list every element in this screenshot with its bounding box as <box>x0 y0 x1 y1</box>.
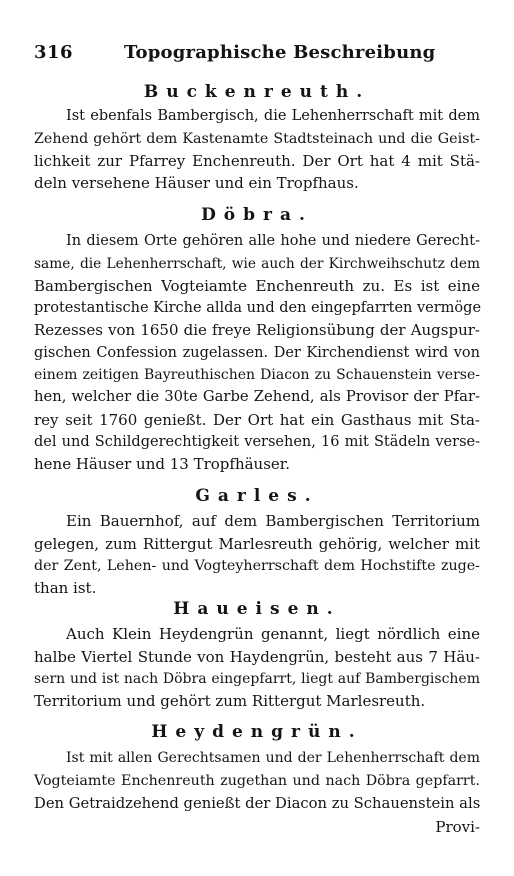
text-line: Bambergischen Vogteiamte Enchenreuth zu. Es ist eine <box>34 277 480 295</box>
text-line: same, die Lehenherrschaft, wie auch der Kirchweihschutz dem <box>34 256 480 272</box>
text-line: than ist. <box>34 579 97 597</box>
text-line: hene Häuser und 13 Tropfhäuser. <box>34 455 291 473</box>
text-line: Ist ebenfals Bambergisch, die Lehenherrschaft mit dem <box>66 108 480 124</box>
text-line: Zehend gehört dem Kastenamte Stadtsteinach und die Geist- <box>34 131 480 147</box>
text-line: del und Schildgerechtigkeit versehen, 16 mit Städeln verse- <box>34 434 480 450</box>
text-line: Auch Klein Heydengrün genannt, liegt nördlich eine <box>66 625 480 643</box>
running-title: Topographische Beschreibung <box>124 42 436 63</box>
text-line: In diesem Orte gehören alle hohe und niedere Gerecht- <box>66 233 480 249</box>
text-line: Rezesses von 1650 die freye Religionsübung der Augspur- <box>34 321 480 339</box>
catchword: Provi- <box>435 818 480 836</box>
text-line: sern und ist nach Döbra eingepfarrt, liegt auf Bambergischem <box>34 671 480 687</box>
running-head <box>34 42 480 68</box>
text-line: halbe Viertel Stunde von Haydengrün, besteht aus 7 Häu- <box>34 648 480 666</box>
text-line: einem zeitigen Bayreuthischen Diacon zu Schauenstein verse- <box>34 367 480 383</box>
text-line: gelegen, zum Rittergut Marlesreuth gehörig, welcher mit <box>34 535 480 553</box>
text-line: Ein Bauernhof, auf dem Bambergischen Territorium <box>66 512 480 530</box>
page-number: 316 <box>34 42 74 63</box>
text-line: Den Getraidzehend genießt der Diacon zu Schauenstein als <box>34 795 481 812</box>
text-line: Vogteiamte Enchenreuth zugethan und nach Döbra gepfarrt. <box>34 773 480 789</box>
text-line: hen, welcher die 30te Garbe Zehend, als Provisor der Pfar- <box>34 388 480 405</box>
text-line: lichkeit zur Pfarrey Enchenreuth. Der Ort hat 4 mit Stä- <box>34 152 480 170</box>
text-line: rey seit 1760 genießt. Der Ort hat ein Gasthaus mit Sta- <box>34 411 480 429</box>
entry-title-buckenreuth: Buckenreuth. <box>143 82 371 102</box>
text-line: protestantische Kirche allda und den eingepfarrten vermöge <box>34 300 482 316</box>
text-line: der Zent, Lehen- und Vogteyherrschaft dem Hochstifte zuge- <box>34 558 480 574</box>
text-line: Ist mit allen Gerechtsamen und der Lehenherrschaft dem <box>66 750 480 766</box>
entry-title-haueisen: Haueisen. <box>173 599 341 619</box>
entry-title-garles: Garles. <box>195 486 319 506</box>
entry-title-heydengruen: Heydengrün. <box>151 722 363 742</box>
entry-title-doebra: Döbra. <box>201 205 313 225</box>
text-line: deln versehene Häuser und ein Tropfhaus. <box>34 174 359 192</box>
text-line: gischen Confession zugelassen. Der Kirchendienst wird von <box>34 345 480 361</box>
text-line: Territorium und gehört zum Rittergut Marlesreuth. <box>34 692 426 710</box>
